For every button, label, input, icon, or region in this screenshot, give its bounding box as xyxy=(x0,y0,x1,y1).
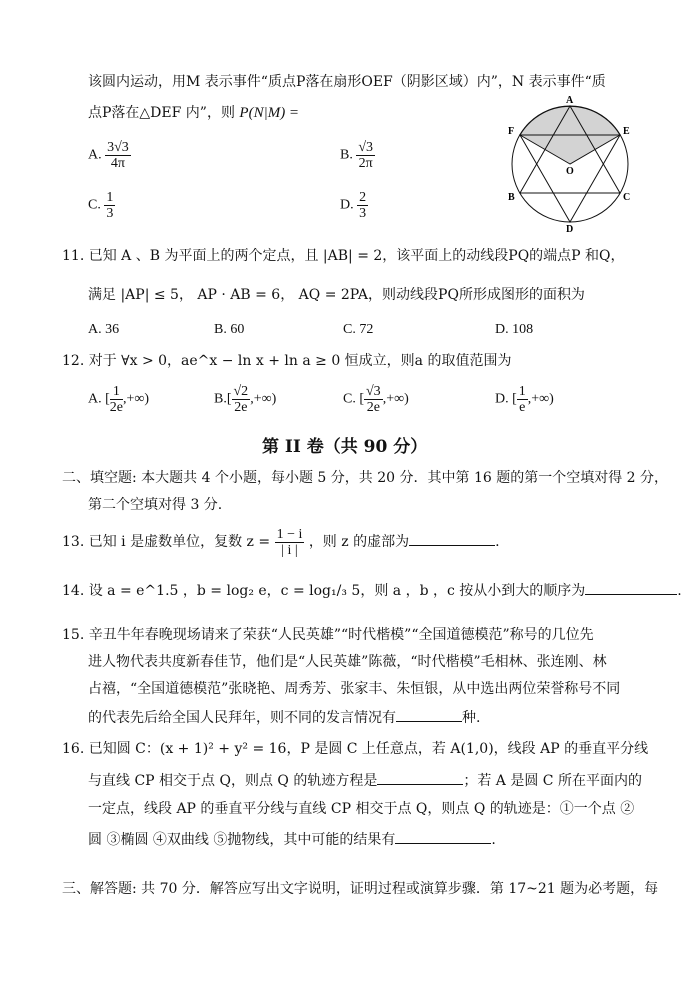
q10-line2 xyxy=(88,104,299,122)
q10-hexagram-figure xyxy=(505,92,645,232)
q16-line4: 圆 ③椭圆 ④双曲线 ⑤抛物线，其中可能的结果有 . xyxy=(88,829,496,849)
q11-option-d: D. 108 xyxy=(495,322,534,337)
q10-option-b-frac: $\frac{√3}{2\pi}$ xyxy=(358,140,374,171)
q10-line2-text: 点P落在△DEF 内”，则 xyxy=(88,105,235,121)
q10-line2-expr: P(N|M) = xyxy=(239,105,300,121)
q13-answer-blank[interactable] xyxy=(409,531,495,546)
q10-option-c-frac: $\frac{1}{3}$ xyxy=(106,190,114,221)
figure-label-e: E xyxy=(623,126,630,137)
fill-intro-line1: 二、填空题: 本大题共 4 个小题，每小题 5 分，共 20 分．其中第 16 题的第一个空填对得 2 分， xyxy=(62,470,669,486)
q15-line2: 进人物代表共度新春佳节，他们是“人民英雄”陈薇，“时代楷模”毛相林、张连刚、林 xyxy=(88,654,607,670)
q16-answer-blank-1[interactable] xyxy=(377,770,463,785)
q14-answer-blank[interactable] xyxy=(585,580,677,595)
q11-option-b: B. 60 xyxy=(214,322,245,337)
q15-line4: 的代表先后给全国人民拜年，则不同的发言情况有 种. xyxy=(88,707,480,727)
q15-line3: 占禧，“全国道德模范”张晓艳、周秀芳、张家丰、朱恒银，从中选出两位荣誉称号不同 xyxy=(88,681,621,697)
q12-line1: 12. 对于 ∀x > 0，ae^x − ln x + ln a ≥ 0 恒成立，则a 的取值范围为 xyxy=(62,353,512,369)
section3-intro: 三、解答题: 共 70 分．解答应写出文字说明，证明过程或演算步骤．第 17~21 题为必考题，每 xyxy=(62,881,659,897)
q16-line3: 一定点，线段 AP 的垂直平分线与直线 CP 相交于点 Q，则点 Q 的轨迹是：①一个点 ② xyxy=(88,801,635,817)
q15-line1: 15. 辛丑牛年春晚现场请来了荣获“人民英雄”“时代楷模”“全国道德模范”称号的几位先 xyxy=(62,627,594,643)
q10-option-b: B. $\frac{√3}{2\pi}$ xyxy=(340,140,374,171)
q11-line1: 11. 已知 A 、B 为平面上的两个定点，且 |AB| = 2，该平面上的动线段PQ的端点P 和Q， xyxy=(62,248,625,264)
q12-option-d: D. [ $\frac{1}{e}$ ,+∞) xyxy=(495,384,554,415)
q12-option-a: A. [ $\frac{1}{2e}$ ,+∞) xyxy=(88,384,150,415)
q12-option-b: B.[ $\frac{√2}{2e}$ ,+∞) xyxy=(214,384,277,415)
q10-line1: 该圆内运动，用M 表示事件“质点P落在扇形OEF（阴影区域）内”，N 表示事件“质 xyxy=(88,74,606,90)
section2-title: 第 II 卷（共 90 分） xyxy=(262,437,428,457)
figure-label-o: O xyxy=(566,166,574,177)
q14: 14. 设 a = e^1.5 ，b = log₂ e，c = log₁/₃ 5，则 a ，b ，c 按从小到大的顺序为 . xyxy=(62,580,682,600)
q16-line1: 16. 已知圆 C：(x + 1)² + y² = 16，P 是圆 C 上任意点，若 A(1,0)，线段 AP 的垂直平分线 xyxy=(62,741,649,757)
q16-line2: 与直线 CP 相交于点 Q，则点 Q 的轨迹方程是 ；若 A 是圆 C 所在平面内的 xyxy=(88,770,642,790)
q15-answer-blank[interactable] xyxy=(396,707,462,722)
q13-fraction: $\frac{1 - i}{| i |}$ xyxy=(276,526,303,558)
q10-option-c: C. $\frac{1}{3}$ xyxy=(88,190,114,221)
q13: 13. 已知 i 是虚数单位，复数 z = $\frac{1 - i}{| i |}$ ，则 z 的虚部为 . xyxy=(62,526,500,558)
figure-label-d: D xyxy=(566,224,574,232)
q16-answer-blank-2[interactable] xyxy=(395,829,491,844)
q11-option-c: C. 72 xyxy=(343,322,374,337)
figure-label-b: B xyxy=(508,192,515,203)
q10-option-d-frac: $\frac{2}{3}$ xyxy=(359,190,367,221)
q11-option-a: A. 36 xyxy=(88,322,120,337)
figure-label-a: A xyxy=(566,95,574,106)
q10-option-a: A. $\frac{3√3}{4\pi}$ xyxy=(88,140,129,171)
figure-label-f: F xyxy=(508,126,515,137)
q10-option-a-frac: $\frac{3√3}{4\pi}$ xyxy=(107,140,129,171)
figure-label-c: C xyxy=(623,192,631,203)
q10-option-d: D. $\frac{2}{3}$ xyxy=(340,190,367,221)
q11-line2: 满足 |AP| ≤ 5， AP · AB = 6， AQ = 2PA，则动线段PQ所形成图形的面积为 xyxy=(88,287,585,303)
fill-intro-line2: 第二个空填对得 3 分. xyxy=(88,497,223,513)
q12-option-c: C. [ $\frac{√3}{2e}$ ,+∞) xyxy=(343,384,409,415)
